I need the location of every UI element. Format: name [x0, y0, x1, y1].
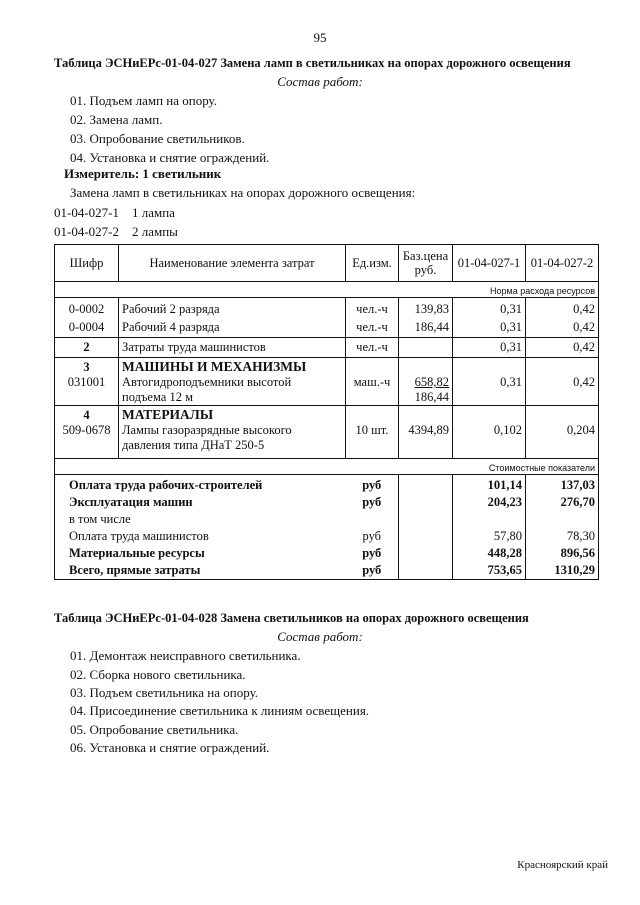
cost-value-2: 276,70: [526, 493, 599, 510]
cell-name: Рабочий 2 разряда: [119, 298, 346, 318]
table2-title: Таблица ЭСНиЕРс-01-04-028 Замена светильников на опорах дорожного освещения: [54, 611, 529, 625]
cost-row: [55, 561, 599, 580]
cost-value-1: 204,23: [453, 493, 526, 510]
cell-code: 509-0678: [55, 423, 119, 459]
cost-value-1: 57,80: [453, 527, 526, 544]
meter-label: Измеритель: 1 светильник: [64, 166, 222, 181]
list-item: 02. Замена ламп.: [70, 112, 163, 127]
cost-unit: руб: [362, 478, 382, 492]
cell-name-line: давления типа ДНаТ 250-5: [122, 438, 265, 452]
cost-value-2: 137,03: [526, 475, 599, 494]
header-name: Наименование элемента затрат: [119, 245, 346, 282]
section-code: 4: [55, 406, 119, 424]
table1-work-heading: Состав работ:: [277, 74, 363, 89]
cell-code: 031001: [55, 375, 119, 406]
header-col2: 01-04-027-2: [526, 245, 599, 282]
cell-code: 0-0002: [55, 298, 119, 318]
cost-value-2: 896,56: [526, 544, 599, 561]
cell-value-1: 0,31: [453, 298, 526, 318]
table-row: [55, 298, 599, 318]
table-row: [55, 423, 599, 459]
cost-value-1: 448,28: [453, 544, 526, 561]
cost-unit: руб: [362, 546, 382, 560]
cost-name: в том числе: [55, 510, 346, 527]
cost-row: [55, 475, 599, 494]
list-item: 04. Присоединение светильника к линиям освещения.: [70, 703, 370, 718]
cell-unit: чел.-ч: [346, 298, 399, 318]
header-price: Баз.цена руб.: [399, 245, 453, 282]
norm-note: Норма расхода ресурсов: [55, 282, 599, 298]
cell-unit: 10 шт.: [346, 423, 399, 459]
cost-name: Оплата труда машинистов: [55, 527, 346, 544]
cost-row: [55, 493, 599, 510]
page-number: 95: [313, 30, 327, 45]
variant-1: 01-04-027-1 1 лампа: [54, 205, 175, 220]
table-row: [55, 317, 599, 338]
footer-region: Красноярский край: [517, 859, 608, 871]
header-code: Шифр: [55, 245, 119, 282]
section-title: МАТЕРИАЛЫ: [119, 406, 346, 424]
cost-row: [55, 544, 599, 561]
cell-code: 2: [55, 338, 119, 358]
cost-unit: руб: [346, 561, 399, 580]
cost-value-1: 101,14: [453, 475, 526, 494]
cell-name: [119, 375, 346, 406]
cell-value-2: 0,42: [526, 338, 599, 358]
cell-unit: чел.-ч: [346, 338, 399, 358]
cell-price: [399, 375, 453, 406]
cell-price: 186,44: [399, 317, 453, 338]
cell-name-line: подъема 12 м: [122, 390, 193, 404]
cell-value-2: 0,42: [526, 317, 599, 338]
variant-2: 01-04-027-2 2 лампы: [54, 224, 178, 239]
cost-name: Всего, прямые затраты: [55, 561, 346, 580]
cost-name: Оплата труда рабочих-строителей: [55, 475, 346, 494]
cost-value-1: 753,65: [453, 561, 526, 580]
table-row: [55, 338, 599, 358]
list-item: 02. Сборка нового светильника.: [70, 667, 246, 682]
cost-row: [55, 510, 599, 527]
cost-unit: руб: [362, 495, 382, 509]
cell-name: [119, 423, 346, 459]
list-item: 01. Подъем ламп на опору.: [70, 93, 217, 108]
cell-value-2: 0,204: [526, 423, 599, 459]
section-title: МАШИНЫ И МЕХАНИЗМЫ: [119, 358, 346, 376]
norm-note-row: [55, 282, 599, 298]
cell-value-1: 0,31: [453, 338, 526, 358]
price-main: 658,82: [414, 375, 449, 389]
cell-value-2: 0,42: [526, 375, 599, 406]
cell-name-line: Автогидроподъемники высотой: [122, 375, 292, 389]
section-row: [55, 358, 599, 376]
table1-title: Таблица ЭСНиЕРс-01-04-027 Замена ламп в светильниках на опорах дорожного освещения: [54, 56, 571, 70]
header-col1: 01-04-027-1: [453, 245, 526, 282]
cell-code: 0-0004: [55, 317, 119, 338]
cell-unit: чел.-ч: [346, 317, 399, 338]
cost-row: [55, 527, 599, 544]
cost-unit: руб: [362, 529, 382, 543]
cell-unit: маш.-ч: [346, 375, 399, 406]
section-row: [55, 406, 599, 424]
list-item: 06. Установка и снятие ограждений.: [70, 740, 270, 755]
cell-value-1: 0,31: [453, 375, 526, 406]
list-item: 01. Демонтаж неисправного светильника.: [70, 648, 301, 663]
cell-price: [399, 338, 453, 358]
cell-name: Затраты труда машинистов: [119, 338, 346, 358]
header-unit: Ед.изм.: [346, 245, 399, 282]
cost-note: Стоимостные показатели: [55, 459, 599, 475]
cost-value-2: 78,30: [526, 527, 599, 544]
section-code: 3: [55, 358, 119, 376]
cost-name: Эксплуатация машин: [55, 493, 346, 510]
cell-value-1: 0,31: [453, 317, 526, 338]
cost-note-row: [55, 459, 599, 475]
cell-price: 139,83: [399, 298, 453, 318]
cell-name-line: Лампы газоразрядные высокого: [122, 423, 292, 437]
cost-value-2: 1310,29: [526, 561, 599, 580]
cost-name: Материальные ресурсы: [55, 544, 346, 561]
cell-price: 4394,89: [399, 423, 453, 459]
cell-value-1: 0,102: [453, 423, 526, 459]
cell-name: Рабочий 4 разряда: [119, 317, 346, 338]
table2-work-heading: Состав работ:: [277, 629, 363, 644]
cell-value-2: 0,42: [526, 298, 599, 318]
table-header-row: [55, 245, 599, 282]
resource-table: [54, 244, 599, 580]
price-secondary: 186,44: [414, 390, 449, 404]
list-item: 04. Установка и снятие ограждений.: [70, 150, 270, 165]
list-item: 05. Опробование светильника.: [70, 722, 239, 737]
table-row: [55, 375, 599, 406]
list-item: 03. Опробование светильников.: [70, 131, 245, 146]
list-item: 03. Подъем светильника на опору.: [70, 685, 259, 700]
meter-description: Замена ламп в светильниках на опорах дорожного освещения:: [70, 185, 416, 200]
